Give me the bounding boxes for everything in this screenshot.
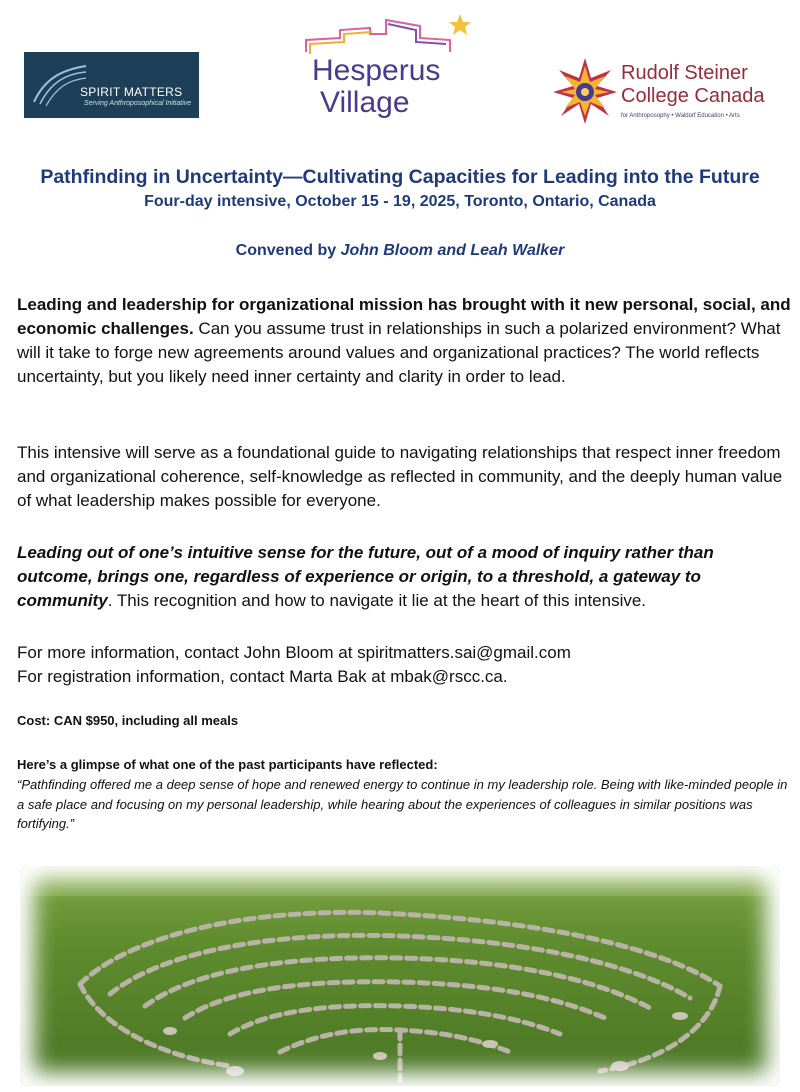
labyrinth-image <box>20 866 780 1086</box>
hesperus-line1: Hesperus <box>312 54 441 87</box>
intro-bold: Leading and leadership for organizational mission has brought with it new personal, social, and economic challenges. <box>17 295 791 338</box>
hesperus-village-logo <box>300 12 480 127</box>
intro-rest: Can you assume trust in relationships in such a polarized environment? What will it take to forge new agreements around values and organizational practices? The world reflects uncertainty, but you likely need inner certainty and clarity in order to lead. <box>17 319 781 386</box>
rscc-logo <box>553 58 783 128</box>
rscc-tagline: for Anthroposophy • Waldorf Education • Arts <box>621 113 740 119</box>
star-emblem-icon <box>553 58 617 124</box>
threshold-emphasis: Leading out of one’s intuitive sense for the future, out of a mood of inquiry rather than outcome, brings one, regardless of experience or origin, to a threshold, a gateway to community <box>17 543 714 610</box>
rscc-line1: Rudolf Steiner <box>621 62 748 84</box>
convener-names: John Bloom and Leah Walker <box>340 242 565 259</box>
convened-by <box>0 242 800 260</box>
spirit-matters-logo <box>24 52 199 118</box>
intro-paragraph <box>17 293 792 389</box>
intensive-paragraph: This intensive will serve as a foundational guide to navigating relationships that respect inner freedom and organizational coherence, self-knowledge as reflected in community, and the deeply human value of what leadership makes possible for everyone. <box>17 443 783 510</box>
hesperus-line2: Village <box>320 86 410 119</box>
threshold-paragraph <box>17 541 792 613</box>
spirit-matters-tagline: Serving Anthroposophical Initiative <box>84 100 192 107</box>
logo-bar <box>0 0 800 140</box>
rscc-line2: College Canada <box>621 85 765 107</box>
cost-line: Cost: CAN $950, including all meals <box>17 713 239 728</box>
testimonial-heading: Here’s a glimpse of what one of the past participants have reflected: <box>17 757 438 772</box>
contact-info-line: For more information, contact John Bloom at spiritmatters.sai@gmail.com <box>17 643 571 662</box>
testimonial-quote: “Pathfinding offered me a deep sense of hope and renewed energy to continue in my leadership role. Being with like-minded people in a safe place and focusing on my personal leadership, while hearing about the experiences of colleagues in similar positions was fortifying.” <box>17 777 788 831</box>
labyrinth-photo <box>20 866 780 1086</box>
event-subtitle: Four-day intensive, October 15 - 19, 2025, Toronto, Ontario, Canada <box>144 193 656 210</box>
contact-block <box>17 641 571 689</box>
threshold-rest: . This recognition and how to navigate it lie at the heart of this intensive. <box>107 591 647 610</box>
page-title: Pathfinding in Uncertainty—Cultivating Capacities for Leading into the Future <box>40 166 760 188</box>
convened-prefix: Convened by <box>235 242 341 259</box>
contact-registration-line: For registration information, contact Marta Bak at mbak@rscc.ca. <box>17 667 508 686</box>
spirit-matters-name: SPIRIT MATTERS <box>80 85 183 99</box>
